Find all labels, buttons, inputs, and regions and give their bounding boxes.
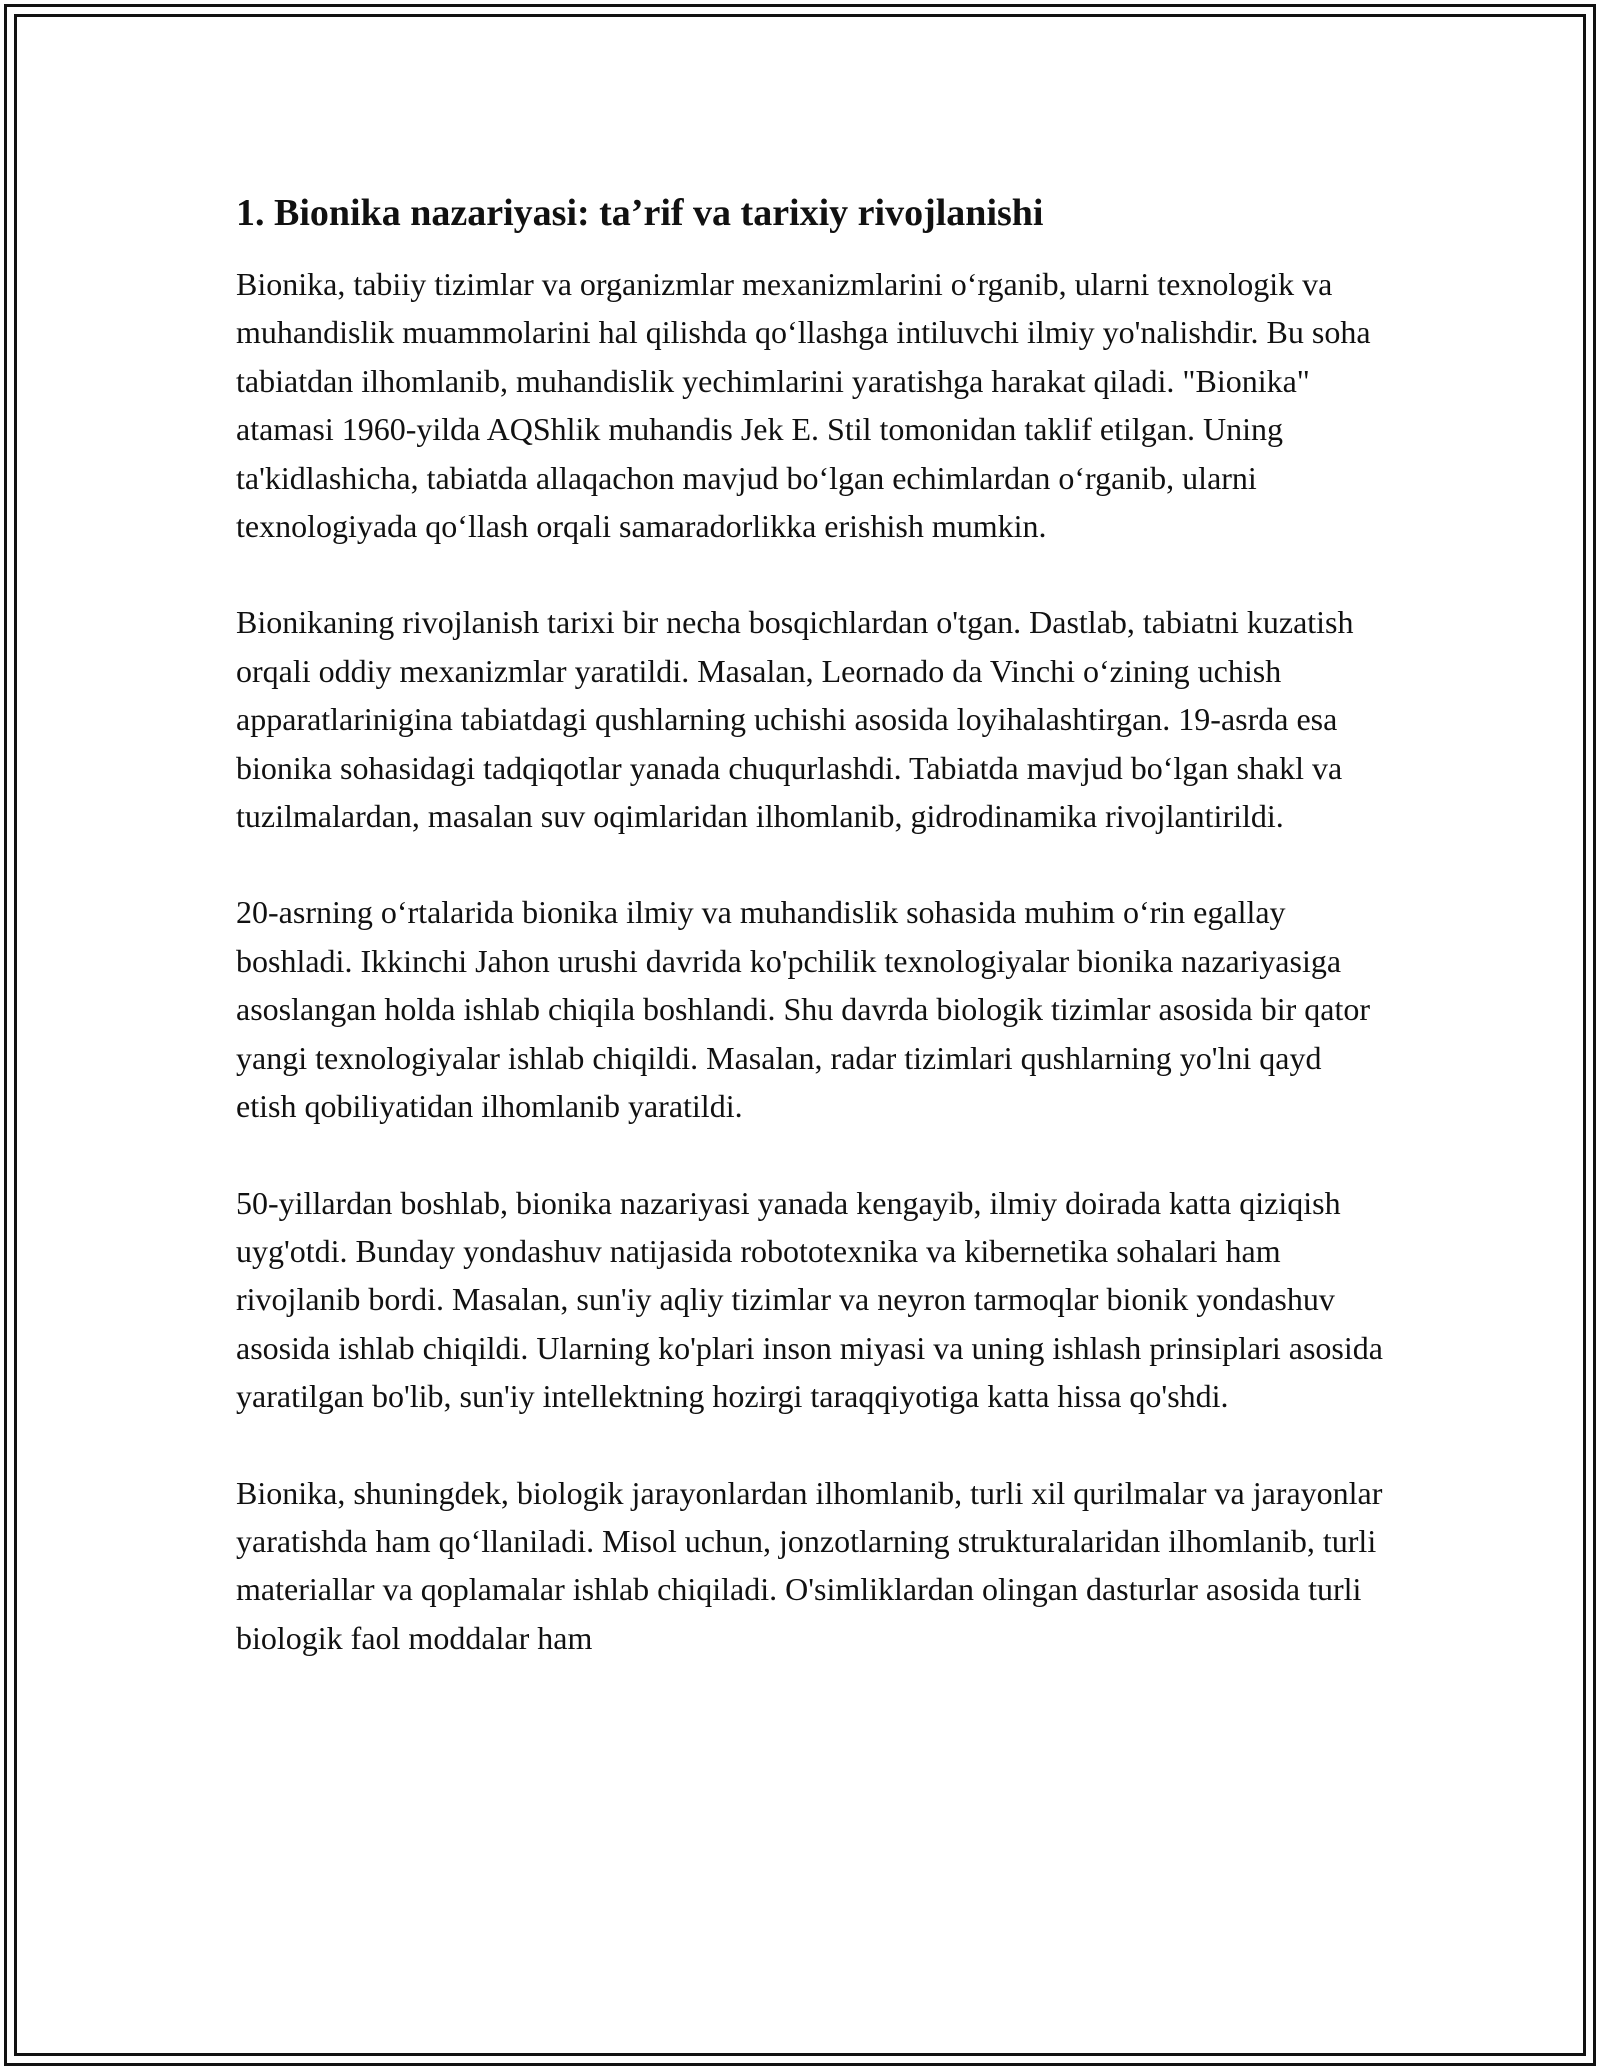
paragraph-history-1950s: 50-yillardan boshlab, bionika nazariyasi yanada kengayib, ilmiy doirada katta qiziqish uyg'otdi. Bunday yondashuv natijasida robototexnika va kibernetika sohalari ham rivojlanib bordi. Masalan, sun'iy aqliy tizimlar va neyron tarmoqlar bionik yondashuv asosida ishlab chiqildi. Ularning ko'plari inson miyasi va uning ishlash prinsiplari asosida yaratilgan bo'lib, sun'iy intellektning hozirgi taraqqiyotiga katta hissa qo'shdi. <box>236 1184 1383 1415</box>
paragraph-history-20th-century: 20-asrning o‘rtalarida bionika ilmiy va muhandislik sohasida muhim o‘rin egallay boshladi. Ikkinchi Jahon urushi davrida ko'pchilik texnologiyalar bionika nazariyasiga asoslangan holda ishlab chiqila boshlandi. Shu davrda biologik tizimlar asosida bir qator yangi texnologiyalar ishlab chiqildi. Masalan, radar tizimlari qushlarning yo'lni qayd etish qobiliyatidan ilhomlanib yaratildi. <box>236 894 1370 1125</box>
document-body <box>236 186 1386 1662</box>
paragraph-history-early: Bionikaning rivojlanish tarixi bir necha bosqichlardan o'tgan. Dastlab, tabiatni kuzatish orqali oddiy mexanizmlar yaratildi. Masalan, Leornado da Vinchi o‘zining uchish apparatlarinigina tabiatdagi qushlarning uchishi asosida loyihalashtirgan. 19-asrda esa bionika sohasidagi tadqiqotlar yanada chuqurlashdi. Tabiatda mavjud bo‘lgan shakl va tuzilmalardan, masalan suv oqimlaridan ilhomlanib, gidrodinamika rivojlantirildi. <box>236 604 1354 835</box>
paragraph-biological-processes: Bionika, shuningdek, biologik jarayonlardan ilhomlanib, turli xil qurilmalar va jarayonlar yaratishda ham qo‘llaniladi. Misol uchun, jonzotlarning strukturalaridan ilhomlanib, turli materiallar va qoplamalar ishlab chiqiladi. O'simliklardan olingan dasturlar asosida turli biologik faol moddalar ham <box>236 1474 1383 1656</box>
paragraph-definition: Bionika, tabiiy tizimlar va organizmlar mexanizmlarini o‘rganib, ularni texnologik va muhandislik muammolarini hal qilishda qo‘llashga intiluvchi ilmiy yo'nalishdir. Bu soha tabiatdan ilhomlanib, muhandislik yechimlarini yaratishga harakat qiladi. "Bionika" atamasi 1960-yilda AQShlik muhandis Jek E. Stil tomonidan taklif etilgan. Uning ta'kidlashicha, tabiatda allaqachon mavjud bo‘lgan echimlardan o‘rganib, ularni texnologiyada qo‘llash orqali samaradorlikka erishish mumkin. <box>236 266 1371 545</box>
section-heading: 1. Bionika nazariyasi: ta’rif va tarixiy rivojlanishi <box>236 192 1044 234</box>
